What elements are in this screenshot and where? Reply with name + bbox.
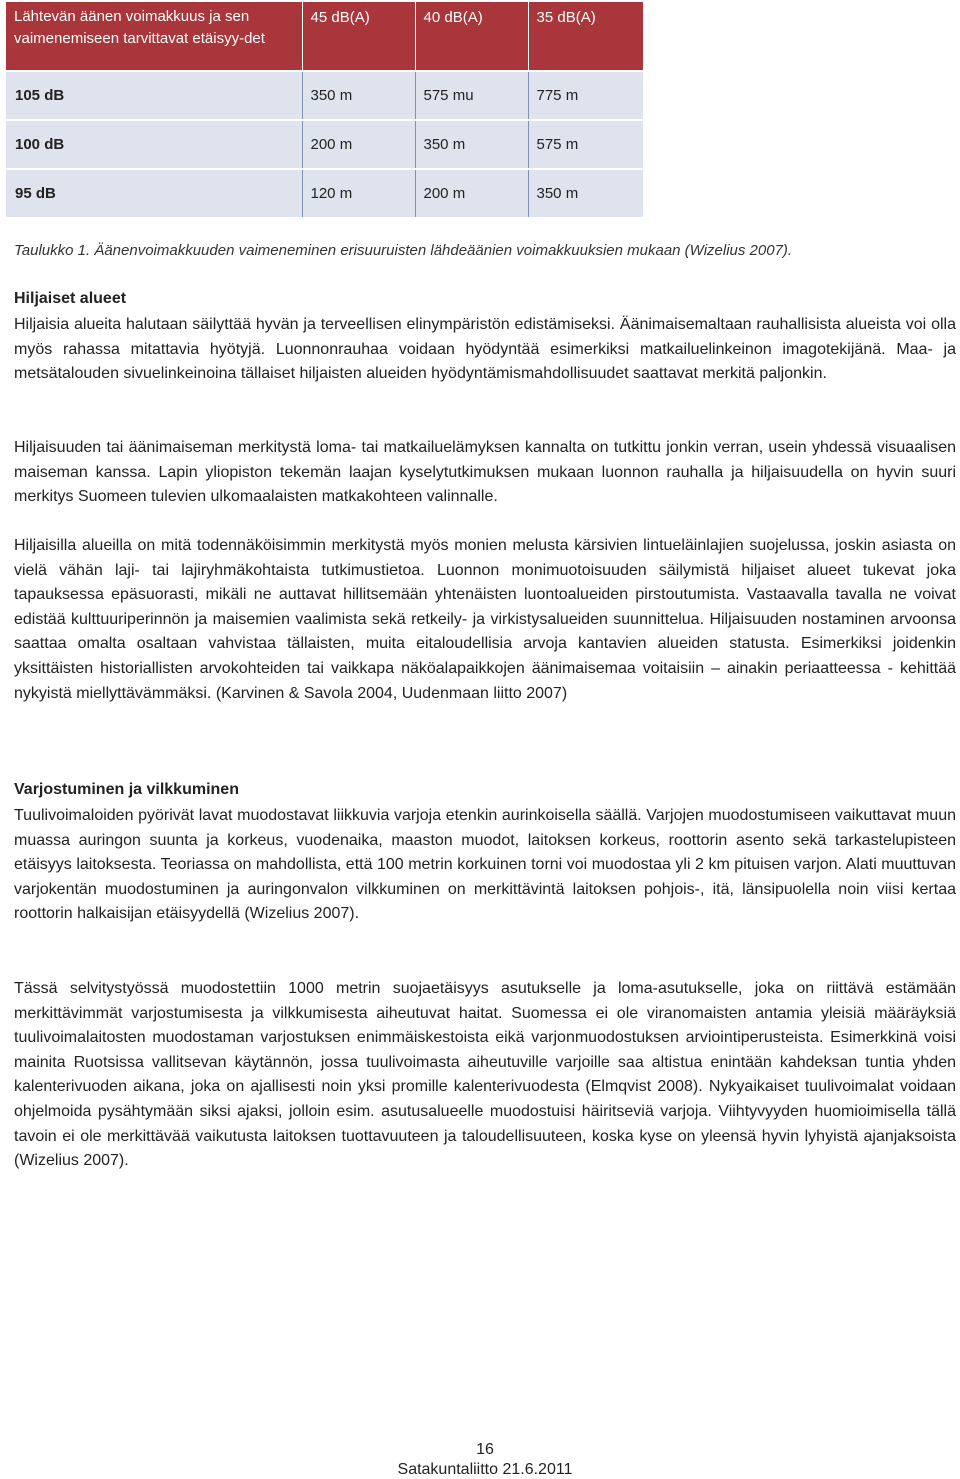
table-cell: 105 dB xyxy=(6,71,302,120)
table-cell: 200 m xyxy=(302,120,415,169)
table-header-cell: Lähtevän äänen voimakkuus ja sen vaimenemiseen tarvittavat etäisyy-det xyxy=(6,2,302,71)
table-cell: 350 m xyxy=(302,71,415,120)
noise-attenuation-table xyxy=(6,2,643,217)
table-cell: 120 m xyxy=(302,169,415,217)
table-row xyxy=(6,71,643,120)
table-cell: 575 m xyxy=(528,120,643,169)
table-header-cell: 40 dB(A) xyxy=(415,2,528,71)
paragraph: Tässä selvitystyössä muodostettiin 1000 metrin suojaetäisyys asutukselle ja loma-asutukselle, joka on riittävä estämään merkittävimmät varjostumisesta ja vilkkumisesta aiheutuvat haitat. Suomessa ei ole viranomaisten antamia yleisiä määräyksiä tuulivoimalaitosten muodostaman varjostuksen enimmäiskestoista eikä varjonmuodostuksen arviointiperusteista. Esimerkkinä voisi mainita Ruotsissa vallitsevan käytännön, jossa tuulivoimasta aiheutuville varjoille saa altistua enintään kahdeksan tuntia yhden kalenterivuoden aikana, joka on ajallisesti noin yksi promille kalenterivuodesta (Elmqvist 2008). Nykyaikaiset tuulivoimalat voidaan ohjelmoida pysähtymään siksi ajaksi, jolloin esim. asutusalueelle muodostuisi häiritseviä varjoja. Viihtyvyyden huomioimisella tällä tavoin ei ole merkittävää vaikutusta laitoksen tuottavuuteen ja taloudellisuuteen, koska kyse on yleensä hyvin lyhyistä ajanjaksoista (Wizelius 2007). xyxy=(14,980,956,1170)
table-row xyxy=(6,120,643,169)
table-cell: 775 m xyxy=(528,71,643,120)
table-cell: 350 m xyxy=(528,169,643,217)
page-number: 16 xyxy=(476,1441,494,1458)
table-cell: 200 m xyxy=(415,169,528,217)
paragraph: Tuulivoimaloiden pyörivät lavat muodostavat liikkuvia varjoja etenkin aurinkoisella säällä. Varjojen muodostumiseen vaikuttavat muun muassa auringon suunta ja korkeus, vuodenaika, maaston muodot, laitoksen korkeus, roottorin asento sekä tarkastelupisteen etäisyys laitoksesta. Teoriassa on mahdollista, että 100 metrin korkuinen torni voi muodostaa yli 2 km pituisen varjon. Alati muuttuvan varjokentän muodostuminen ja auringonvalon vilkkuminen on merkittävintä laitoksen pohjois-, itä, länsipuolella noin viisi kertaa roottorin halkaisijan etäisyydellä (Wizelius 2007). xyxy=(14,807,956,923)
paragraph: Hiljaisilla alueilla on mitä todennäköisimmin merkitystä myös monien melusta kärsivien lintueläinlajien suojelussa, joskin asiasta on vielä vähän laji- tai lajiryhmäkohtaista tutkimustietoa. Luonnon monimuotoisuuden säilymistä hiljaiset alueet tukevat joka tapauksessa epäsuorasti, mikäli ne auttavat hillitsemään yhtenäisten luontoalueiden pirstoutumista. Vastaavalla tavalla ne voivat edistää kulttuuriperinnön ja maisemien vaalimista sekä retkeily- ja virkistysalueiden suunnittelua. Hiljaisuuden nostaminen arvoonsa saattaa omalta osaltaan vahvistaa tällaisten, muita eitaloudellisia arvoja kantavien alueiden statusta. Esimerkiksi joidenkin yksittäisten historiallisten arvokohteiden tai vaikkapa näköalapaikkojen äänimaisemaa voitaisiin – ainakin periaatteessa - kehittää nykyistä miellyttävämmäksi. (Karvinen & Savola 2004, Uudenmaan liitto 2007) xyxy=(14,537,956,702)
table-header-row xyxy=(6,2,643,71)
paragraph: Hiljaisuuden tai äänimaiseman merkitystä loma- tai matkailuelämyksen kannalta on tutkittu jonkin verran, usein yhdessä visuaalisen maiseman kanssa. Lapin yliopiston tekemän laajan kyselytutkimuksen mukaan luonnon rauhalla ja hiljaisuudella on hyvin suuri merkitys Suomeen tulevien ulkomaalaisten matkakohteen valinnalle. xyxy=(14,439,956,506)
table-header-cell: 35 dB(A) xyxy=(528,2,643,71)
table-cell: 100 dB xyxy=(6,120,302,169)
table-cell: 95 dB xyxy=(6,169,302,217)
table-header-cell: 45 dB(A) xyxy=(302,2,415,71)
table-row xyxy=(6,169,643,217)
footer-publisher: Satakuntaliitto 21.6.2011 xyxy=(397,1461,573,1478)
section-heading-shadow-flicker: Varjostuminen ja vilkkuminen xyxy=(14,781,239,798)
table-cell: 575 mu xyxy=(415,71,528,120)
table-cell: 350 m xyxy=(415,120,528,169)
section-heading-quiet-areas: Hiljaiset alueet xyxy=(14,290,127,307)
paragraph: Hiljaisia alueita halutaan säilyttää hyvän ja terveellisen elinympäristön edistämiseksi. Äänimaisemaltaan rauhallisista alueista voi olla myös rahassa mitattavia hyötyjä. Luonnonrauhaa voidaan hyödyntää esimerkiksi matkailuelinkeinon imagotekijänä. Maa- ja metsätalouden sivuelinkeinoina tällaiset hiljaisten alueiden hyödyntämismahdollisuudet saattavat merkitä paljonkin. xyxy=(14,316,956,383)
table-caption: Taulukko 1. Äänenvoimakkuuden vaimeneminen erisuuruisten lähdeäänien voimakkuuksien mukaan (Wizelius 2007). xyxy=(14,242,793,259)
